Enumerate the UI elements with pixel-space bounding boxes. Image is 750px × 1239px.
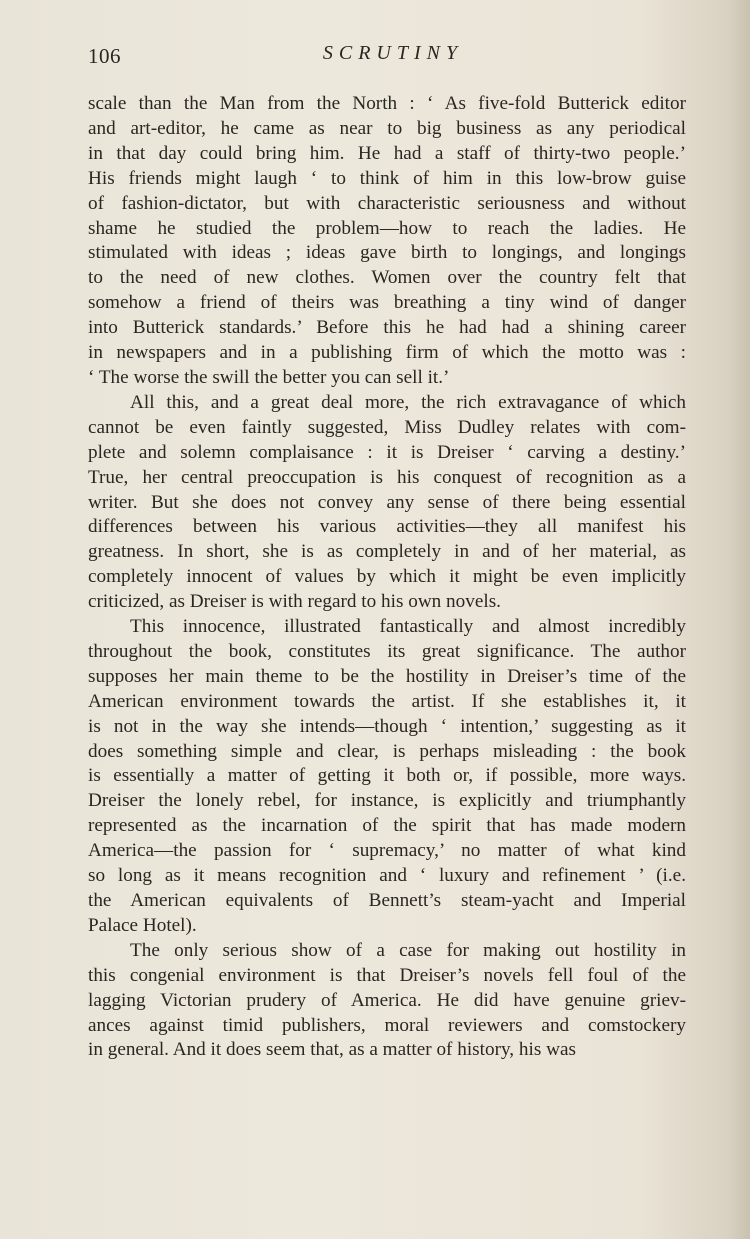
paragraph — [88, 939, 686, 1064]
text-line: America—the passion for ‘ supremacy,’ no matter of what kind — [88, 840, 686, 862]
text-line: The only serious show of a case for making out hostility in — [130, 939, 686, 961]
text-line: somehow a friend of theirs was breathing a tiny wind of danger — [88, 292, 686, 314]
text-line: plete and solemn complaisance : it is Dreiser ‘ carving a destiny.’ — [88, 441, 686, 463]
text-line: of fashion-dictator, but with characteristic seriousness and without — [88, 192, 686, 214]
text-line: does something simple and clear, is perhaps misleading : the book — [88, 740, 686, 762]
text-line: in newspapers and in a publishing firm of which the motto was : — [88, 342, 686, 364]
text-line: this congenial environment is that Dreiser’s novels fell foul of the — [88, 964, 686, 986]
text-line: greatness. In short, she is as completely in and of her material, as — [88, 541, 686, 563]
text-line: ances against timid publishers, moral reviewers and comstockery — [88, 1014, 686, 1036]
text-line: criticized, as Dreiser is with regard to his own novels. — [88, 591, 501, 613]
paragraph — [88, 391, 686, 615]
journal-title: SCRUTINY — [322, 42, 464, 64]
text-line: to the need of new clothes. Women over the country felt that — [88, 267, 686, 289]
text-line: completely innocent of values by which it might be even implicitly — [88, 566, 686, 588]
running-head — [88, 42, 688, 72]
text-line: throughout the book, constitutes its great significance. The author — [88, 640, 686, 662]
page-number: 106 — [88, 44, 121, 68]
text-line: so long as it means recognition and ‘ luxury and refinement ’ (i.e. — [88, 865, 686, 887]
text-line: shame he studied the problem—how to reach the ladies. He — [88, 217, 686, 239]
body-text — [88, 92, 686, 1063]
text-line: This innocence, illustrated fantastically and almost incredibly — [130, 616, 686, 638]
text-line: in that day could bring him. He had a staff of thirty-two people.’ — [88, 142, 686, 164]
text-line: All this, and a great deal more, the rich extravagance of which — [130, 391, 686, 413]
text-line: and art-editor, he came as near to big business as any periodical — [88, 117, 686, 139]
text-line: the American equivalents of Bennett’s steam-yacht and Imperial — [88, 890, 686, 911]
text-line: Dreiser the lonely rebel, for instance, is explicitly and triumphantly — [88, 790, 686, 812]
text-line: ‘ The worse the swill the better you can sell it.’ — [88, 366, 450, 388]
text-line: into Butterick standards.’ Before this he had had a shining career — [88, 317, 686, 339]
text-line: Palace Hotel). — [88, 914, 197, 936]
text-line: American environment towards the artist. If she establishes it, it — [88, 690, 686, 712]
paragraph — [88, 615, 686, 939]
text-line: scale than the Man from the North : ‘ As five-fold Butterick editor — [88, 93, 686, 114]
text-line: stimulated with ideas ; ideas gave birth to longings, and longings — [88, 242, 686, 264]
text-line: is essentially a matter of getting it both or, if possible, more ways. — [88, 765, 686, 787]
text-line: His friends might laugh ‘ to think of him in this low-brow guise — [88, 167, 686, 189]
text-line: in general. And it does seem that, as a matter of history, his was — [88, 1039, 576, 1061]
paragraph — [88, 92, 686, 391]
text-line: is not in the way she intends—though ‘ intention,’ suggesting as it — [88, 715, 686, 737]
text-line: lagging Victorian prudery of America. He did have genuine griev- — [88, 989, 686, 1011]
text-line: writer. But she does not convey any sense of there being essential — [88, 491, 686, 513]
text-line: represented as the incarnation of the spirit that has made modern — [88, 815, 686, 837]
text-line: cannot be even faintly suggested, Miss Dudley relates with com- — [88, 416, 686, 438]
text-line: supposes her main theme to be the hostility in Dreiser’s time of the — [88, 665, 686, 687]
text-line: True, her central preoccupation is his conquest of recognition as a — [88, 466, 686, 488]
text-line: differences between his various activities—they all manifest his — [88, 516, 686, 538]
